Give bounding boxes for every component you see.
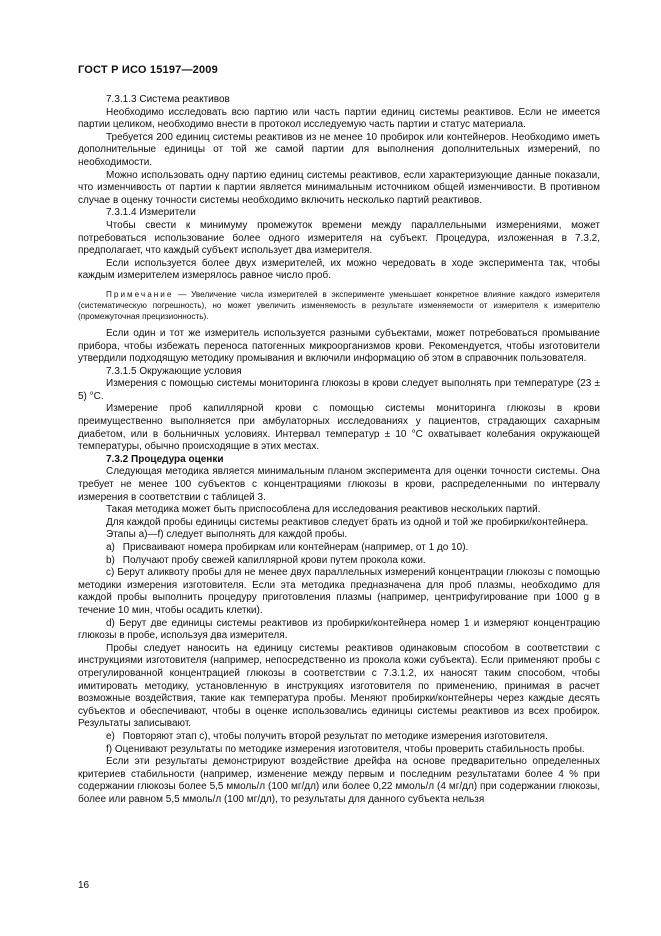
note-label: Примечание [106,289,174,299]
list-item-c: c) Берут аликвоту пробы для не менее двух параллельных измерений концентрации глюкозы с помощью методики измерения изготовителя. Если эта методика предназначена для проб плазмы, необходимо для каждой пробы выполнить процедуру приготовления плазмы (например, центрифугирование при 1000 g в течение 10 мин, чтобы осадить клетки). [78,567,601,616]
list-item-d: d) Берут две единицы системы реактивов из пробирки/контейнера номер 1 и измеряют концентрацию глюкозы в пробе, используя два измерителя. [78,617,600,642]
list-item-a: a) Присваивают номера пробиркам или контейнерам (например, от 1 до 10). [106,542,469,553]
document-header: ГОСТ Р ИСО 15197—2009 [78,64,218,76]
paragraph: Такая методика может быть приспособлена для исследования реактивов нескольких партий. [106,504,541,516]
paragraph: Следующая методика является минимальным планом эксперимента для оценки точности системы. Она требует не менее 100 субъектов с концентрациями глюкозы в крови, распределенными по интервалу измерения в соответствии с таблицей 3. [78,466,600,503]
section-heading-7-3-1-3: 7.3.1.3 Система реактивов [106,94,230,105]
paragraph: Если эти результаты демонстрируют воздействие дрейфа на основе предварительно определенных критериев стабильности (например, изменение между первым и последним результатами более 4 % при содержании глюкозы более 5,5 ммоль/л (100 мг/дл) или более 0,22 ммоль/л (4 мг/дл) при содержании глюкозы, более или равном 5,5 ммоль/л (100 мг/дл), то результаты для данного субъекта нельзя [78,756,600,805]
list-item-b: b) Получают пробу свежей капиллярной крови путем прокола кожи. [106,554,426,566]
paragraph: Если используется более двух измерителей, их можно чередовать в ходе эксперимента так, чтобы каждым измерителем измерялось равное число проб. [78,257,600,282]
note-text: — Увеличение числа измерителей в эксперименте уменьшает конкретное влияние каждого измерителя (систематическую погрешность), но может увеличить изменяемость в результате изменяемости от измерителя к измерителю (промежуточная прецизионность). [78,289,600,321]
paragraph: Для каждой пробы единицы системы реактивов следует брать из одной и той же пробирки/контейнера. [106,516,589,528]
paragraph: Этапы а)—f) следует выполнять для каждой пробы. [106,529,348,541]
section-heading-7-3-2: 7.3.2 Процедура оценки [106,453,224,465]
paragraph: Необходимо исследовать всю партию или часть партии единиц системы реактивов. Если не имеется партии целиком, необходимо внести в протокол исследуемую часть партии и статус материала. [78,106,600,131]
paragraph: Можно использовать одну партию единиц системы реактивов, если характеризующие данные показали, что изменчивость от партии к партии является минимальным источником общей изменчивости. В противном случае в оценку точности системы необходимо включить несколько партий реактивов. [78,169,600,206]
list-item-f: f) Оценивают результаты по методике измерения изготовителя, чтобы проверить стабильность пробы. [106,743,585,755]
page-number: 16 [78,880,90,891]
paragraph: Если один и тот же измеритель используется разными субъектами, может потребоваться промывание прибора, чтобы избежать переноса патогенных микроорганизмов крови. Рекомендуется, чтобы изготовители утвердили подходящую методику промывания и включили информацию об этом в справочник пользователя. [78,327,600,365]
paragraph: Измерение проб капиллярной крови с помощью системы мониторинга глюкозы в крови преимущественно выполняется при амбулаторных исследованиях у пациентов, страдающих сахарным диабетом, или в больничных условиях. Интервал температур ± 10 °С охватывает колебания окружающей температуры, обычно происходящие в этих местах. [78,403,600,453]
note [78,289,600,322]
paragraph: Чтобы свести к минимуму промежуток времени между параллельными измерениями, может потребоваться использование более одного измерителя на субъект. Процедура, изложенная в 7.3.2, предполагает, что каждый субъект использует два измерителя. [78,219,600,257]
paragraph: Пробы следует наносить на единицу системы реактивов одинаковым способом в соответствии с инструкциями изготовителя (например, непосредственно из прокола кожи субъекта). Если применяют пробы с отрегулированной концентрацией глюкозы в соответствии с 7.3.1.2, их наносят таким способом, чтобы имитировать методику, установленную в инструкциях изготовителя по применению, принимая в расчет возможные воздействия, такие как температура пробы. Меняют пробирки/контейнеры через каждые десять субъектов и обеспечивают, чтобы в оценке использовались единицы системы реактивов из всех пробирок. Результаты записывают. [78,642,600,730]
section-heading-7-3-1-5: 7.3.1.5 Окружающие условия [106,365,242,377]
list-item-e: e) Повторяют этап с), чтобы получить второй результат по методике измерения изготовителя. [106,730,548,742]
section-heading-7-3-1-4: 7.3.1.4 Измерители [106,207,196,219]
paragraph: Измерения с помощью системы мониторинга глюкозы в крови следует выполнять при температуре (23 ± 5) °С. [78,378,600,402]
document-body [78,94,600,806]
paragraph: Требуется 200 единиц системы реактивов из не менее 10 пробирок или контейнеров. Необходимо иметь дополнительные единицы от той же самой партии для выполнения дополнительных измерений, по необходимости. [78,131,600,168]
